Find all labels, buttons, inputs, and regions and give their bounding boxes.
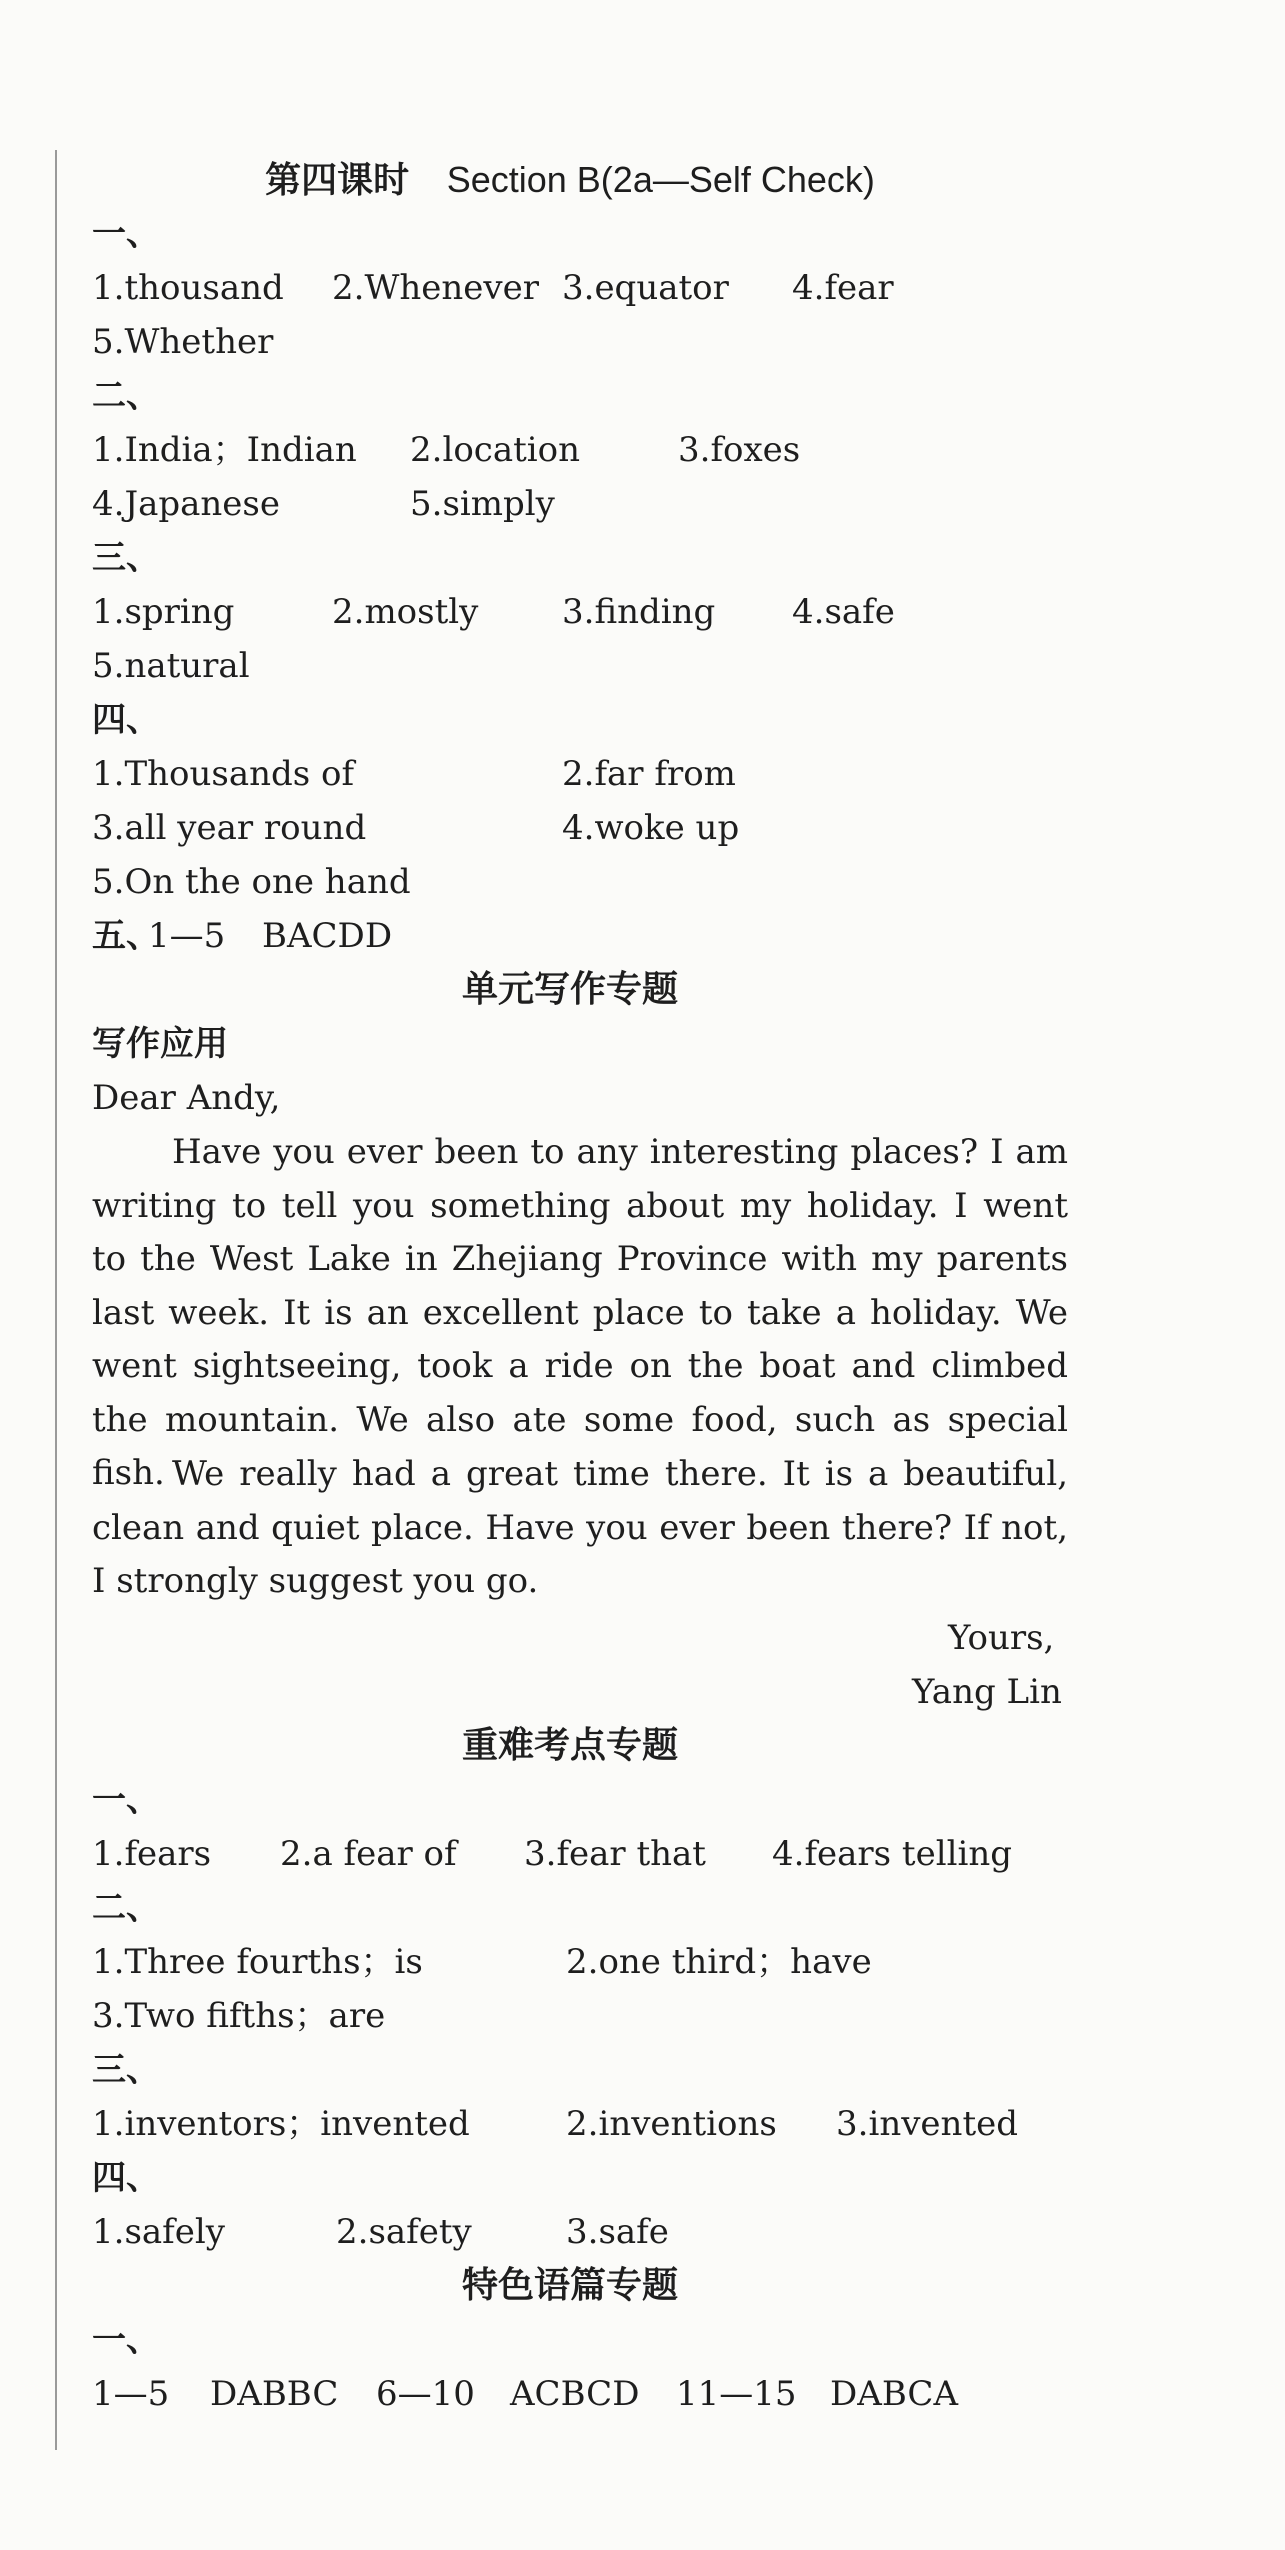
answer-item: 1.Thousands of xyxy=(92,754,355,794)
section-label: 四、 xyxy=(92,700,160,740)
answer-item: 2.location xyxy=(410,430,580,470)
letter-closing: Yours, xyxy=(948,1618,1055,1658)
section-label: 一、 xyxy=(92,2320,160,2360)
answer-item: 3.finding xyxy=(562,592,716,632)
section-label: 三、 xyxy=(92,2050,160,2090)
answer-range: 1—5 xyxy=(148,916,226,956)
answer-range: 6—10 xyxy=(376,2374,475,2414)
lesson-header-en: Section B(2a—Self Check) xyxy=(446,159,875,200)
section-label: 二、 xyxy=(92,1888,160,1928)
section-label: 一、 xyxy=(92,214,160,254)
answer-item: 2.far from xyxy=(562,754,736,794)
letter-signature: Yang Lin xyxy=(912,1672,1062,1712)
answer-range: 1—5 xyxy=(92,2374,170,2414)
section-title-writing: 单元写作专题 xyxy=(461,969,678,1010)
answer-item: 2.one third；have xyxy=(566,1942,872,1982)
answer-range: 11—15 xyxy=(676,2374,797,2414)
answer-item: 3.foxes xyxy=(678,430,801,470)
section-label: 五、 xyxy=(92,916,160,956)
answer-item: 5.Whether xyxy=(92,322,274,362)
answer-item: 4.fear xyxy=(792,268,894,308)
answer-item: 4.safe xyxy=(792,592,895,632)
section-label: 四、 xyxy=(92,2158,160,2198)
section-label: 一、 xyxy=(92,1780,160,1820)
answer-item: 1.inventors；invented xyxy=(92,2104,470,2144)
answer-item: 4.fears telling xyxy=(772,1834,1012,1874)
answer-item: 3.fear that xyxy=(524,1834,706,1874)
answer-item: 3.safe xyxy=(566,2212,669,2252)
answer-item: 5.natural xyxy=(92,646,250,686)
letter-paragraph-2: We really had a great time there. It is a beautiful, clean and quiet place. Have you ever been there? If not, I strongly suggest you go. xyxy=(92,1454,1068,1601)
answer-item: 1.thousand xyxy=(92,268,284,308)
answer-item: 4.woke up xyxy=(562,808,740,848)
answer-item: 1.spring xyxy=(92,592,235,632)
letter-paragraph-1: Have you ever been to any interesting places? I am writing to tell you something about my holiday. I went to the West Lake in Zhejiang Province with my parents last week. It is an excellent place to take a holiday. We went sightseeing, took a ride on the boat and climbed the mountain. We also ate some food, such as special fish. xyxy=(92,1132,1068,1493)
answer-item: 1.fears xyxy=(92,1834,212,1874)
answer-item: BACDD xyxy=(262,916,393,956)
answer-item: 3.all year round xyxy=(92,808,367,848)
answer-item: 3.Two fifths；are xyxy=(92,1996,386,2036)
answer-item: 5.simply xyxy=(410,484,555,524)
answer-item: 2.a fear of xyxy=(280,1834,457,1874)
section-title-key-points: 重难考点专题 xyxy=(461,1725,678,1766)
answer-item: 1.Three fourths；is xyxy=(92,1942,423,1982)
answer-item: 5.On the one hand xyxy=(92,862,411,902)
answer-item: DABCA xyxy=(830,2374,958,2414)
answer-item: DABBC xyxy=(210,2374,339,2414)
section-title-reading: 特色语篇专题 xyxy=(461,2265,678,2306)
section-label: 三、 xyxy=(92,538,160,578)
answer-item: 2.safety xyxy=(336,2212,472,2252)
answer-item: 1.India；Indian xyxy=(92,430,357,470)
answer-item: 1.safely xyxy=(92,2212,225,2252)
answer-item: 2.inventions xyxy=(566,2104,777,2144)
lesson-header xyxy=(0,160,1140,201)
answer-item: 2.Whenever xyxy=(332,268,540,308)
margin-rule xyxy=(55,150,57,2450)
section-label: 二、 xyxy=(92,376,160,416)
answer-item: 2.mostly xyxy=(332,592,479,632)
answer-item: 3.equator xyxy=(562,268,729,308)
letter-greeting: Dear Andy, xyxy=(92,1078,281,1118)
answer-item: ACBCD xyxy=(510,2374,640,2414)
writing-subtitle: 写作应用 xyxy=(92,1024,228,1064)
answer-item: 3.invented xyxy=(836,2104,1018,2144)
answer-item: 4.Japanese xyxy=(92,484,280,524)
lesson-header-cn: 第四课时 xyxy=(265,160,410,201)
